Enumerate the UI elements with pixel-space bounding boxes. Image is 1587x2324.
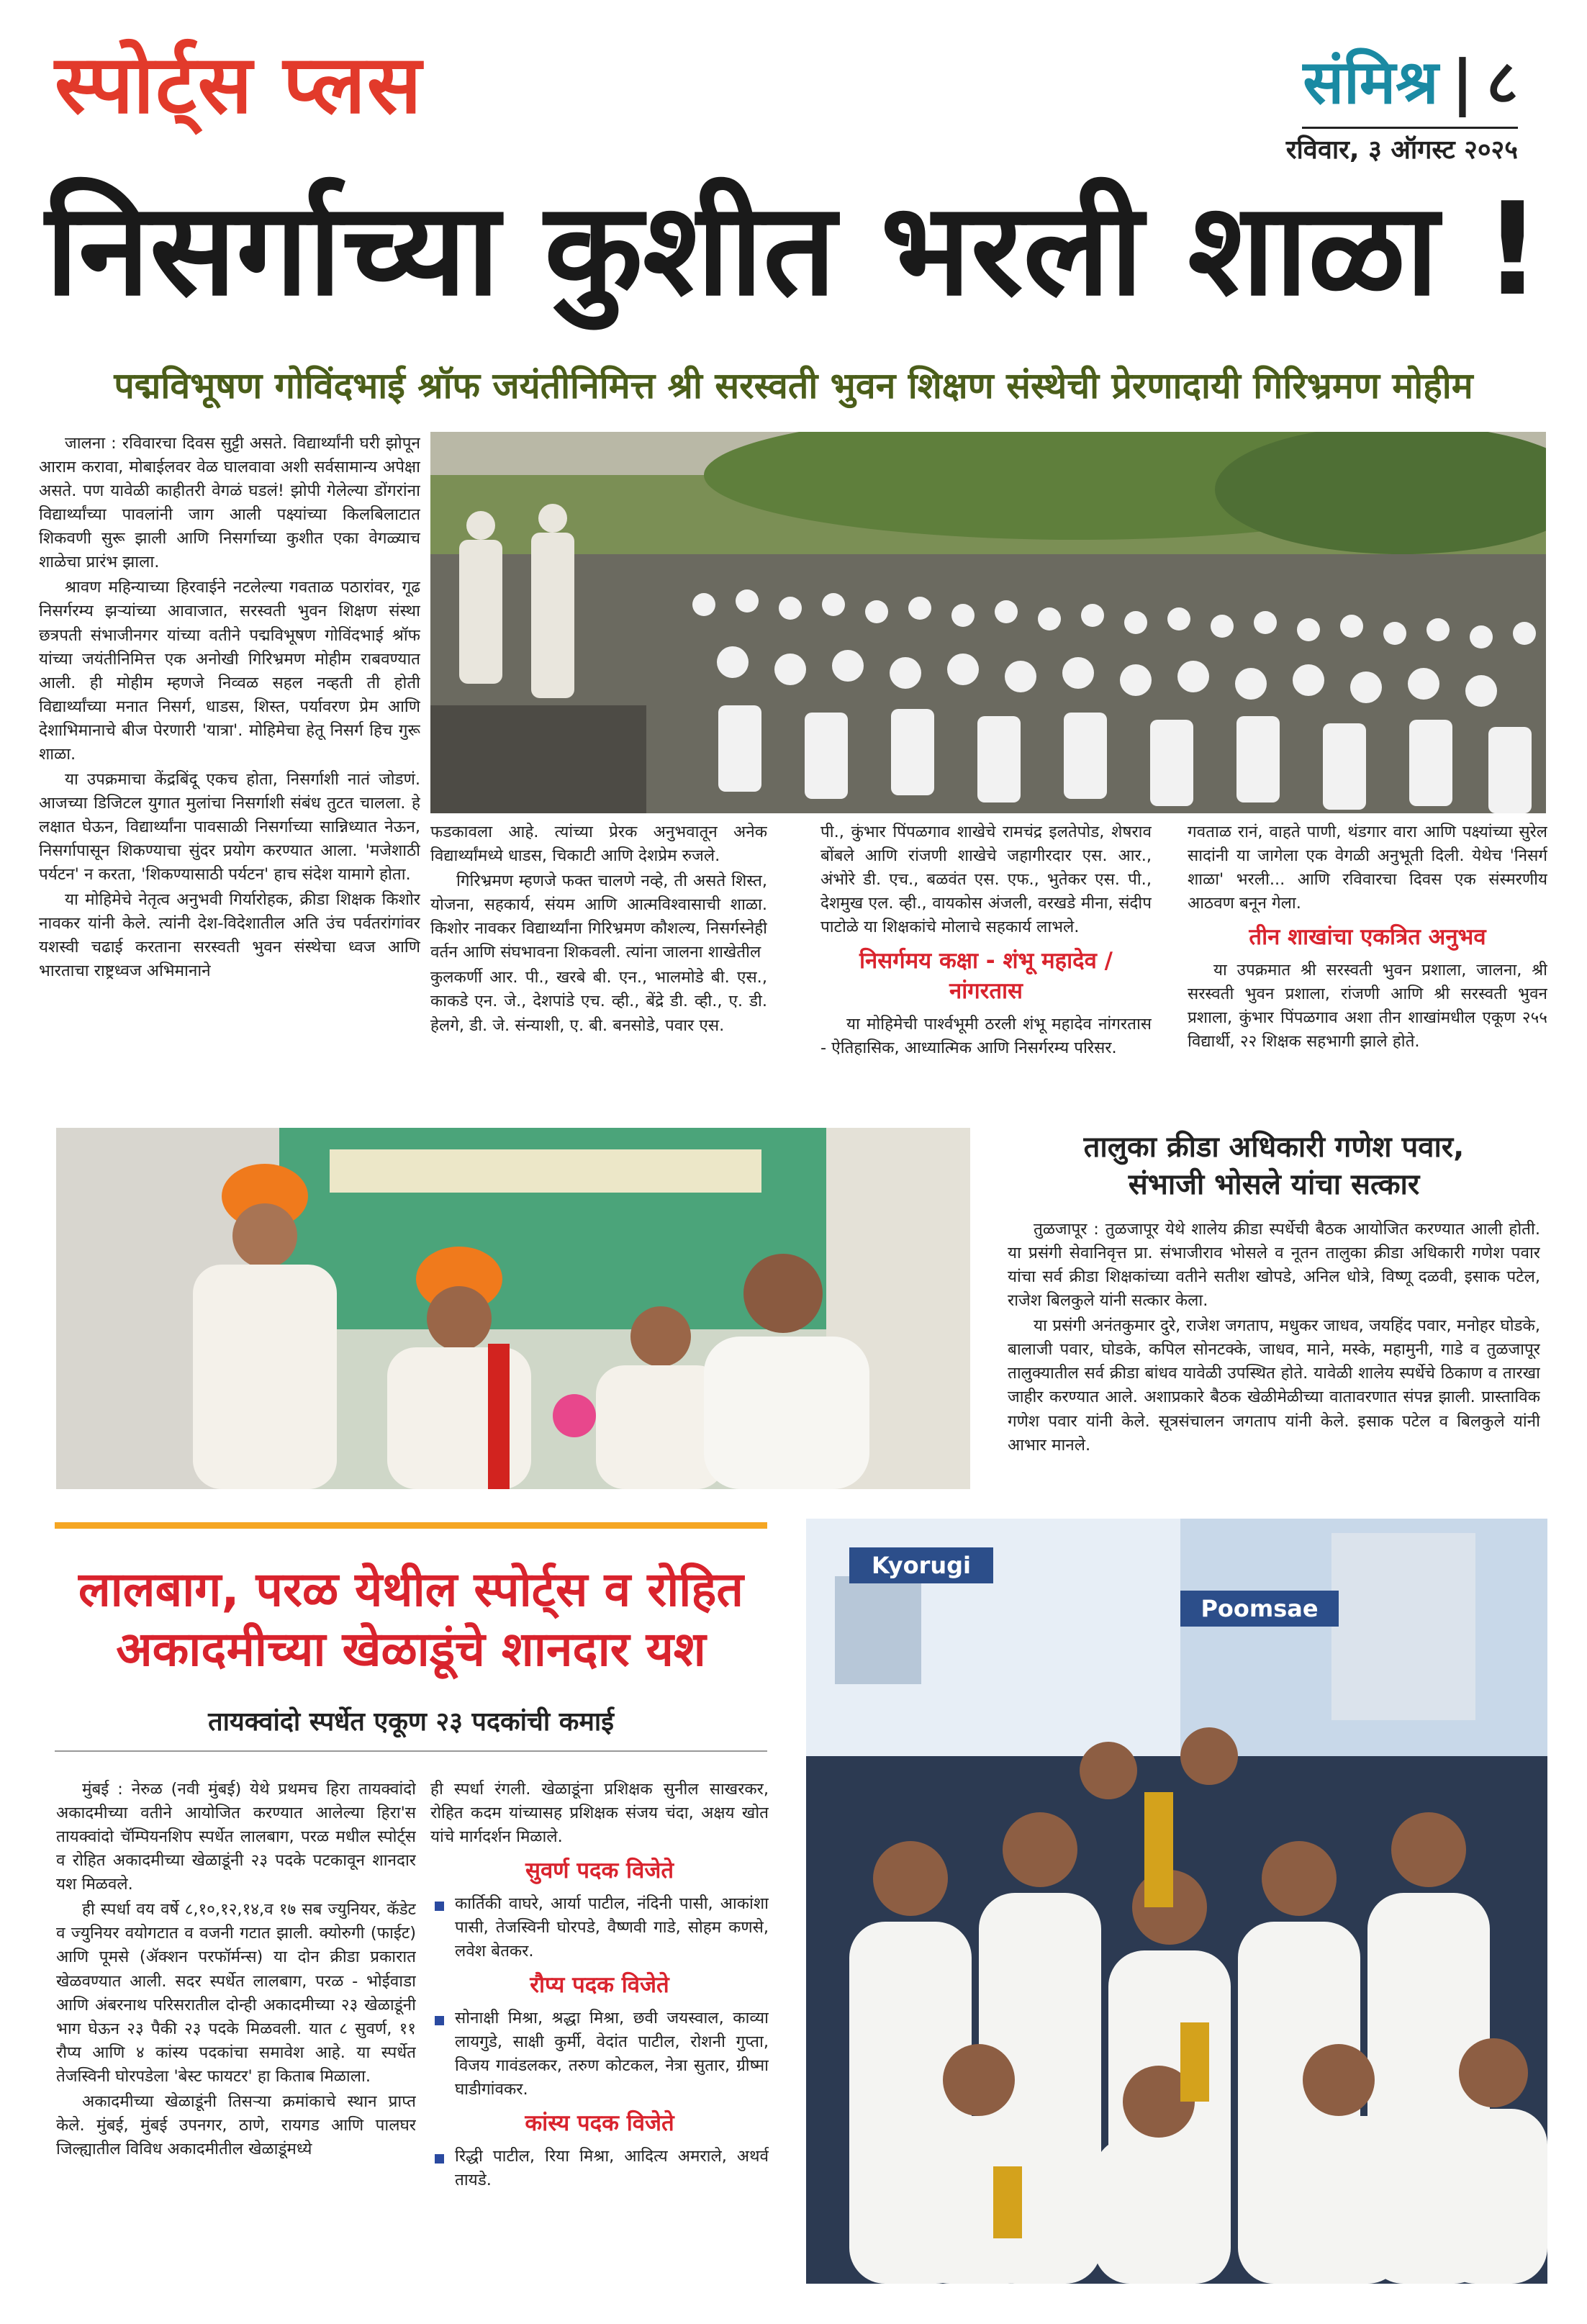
poomsae-banner-text: Poomsae [1201, 1595, 1319, 1622]
felicitation-title-line-2: संभाजी भोसले यांचा सत्कार [1128, 1168, 1420, 1201]
lead-paragraph: या उपक्रमाचा केंद्रबिंदू एकच होता, निसर्गाशी नातं जोडणं. आजच्या डिजिटल युगात मुलांचा निसर्गाशी संबंध तुटत चालला. हे लक्षात घेऊन, विद्यार्थ्यांना पावसाळी निसर्गाच्या सान्निध्यात नेऊन, निसर्गापासून शिकण्याचा सुंदर प्रयोग करण्यात आला. 'मजेशाठी पर्यटन' न करता, 'शिकण्यासाठी पर्यटन' हाच संदेश यामागे होता. [39, 769, 420, 885]
taekwondo-team-photo [806, 1519, 1547, 2284]
bronze-winners: रिद्धी पाटील, रिया मिश्रा, आदित्य अमराले, अथर्व तायडे. [430, 2145, 769, 2192]
taekwondo-title [55, 1560, 767, 1679]
silver-winners: सोनाक्षी मिश्रा, श्रद्धा मिश्रा, छवी जयस्वाल, काव्या लायगुडे, साक्षी कुर्मी, वेदांत पाटील, रोशनी गुप्ता, विजय गावंडलकर, तरुण कोटकल, नेत्रा सुतार, ग्रीष्मा घाडीगांवकर. [430, 2007, 769, 2102]
lead-photo-students-hiking [430, 432, 1546, 813]
lead-column-2 [430, 820, 767, 1083]
lead-paragraph: पी., कुंभार पिंपळगाव शाखेचे रामचंद्र इलतेपोड, शेषराव बोंबले आणि रांजणी शाखेचे जहागीरदार एस. आर., अंभोरे डी. एच., बळवंत एस. एफ., भुतेकर एस. पी., देशमुख एल. व्ही., वायकोस अंजली, वरखडे मीना, संदीप पाटोळे या शिक्षकांचे मोलाचे सहकार्य लाभले. [820, 823, 1152, 937]
section-divider: | [1451, 47, 1474, 117]
taekwondo-subtitle-rule [55, 1750, 767, 1752]
lead-column-3 [820, 820, 1152, 1083]
lead-paragraph: फडकावला आहे. त्यांच्या प्रेरक अनुभवातून अनेक विद्यार्थ्यांमध्ये धाडस, चिकाटी आणि देशप्रेम रुजले. [430, 823, 767, 866]
silver-list [430, 2007, 769, 2102]
taekwondo-paragraph: ही स्पर्धा रंगली. खेळाडूंना प्रशिक्षक सुनील साखरकर, रोहित कदम यांच्यासह प्रशिक्षक संजय चंदा, अक्षय खोत यांचे मार्गदर्शन मिळाले. [430, 1780, 769, 1847]
gold-list [430, 1892, 769, 1963]
dateline: रविवार, ३ ऑगस्ट २०२५ [1285, 135, 1518, 165]
section-label [1303, 47, 1518, 117]
section-name: संमिश्र [1303, 47, 1439, 117]
masthead-title: स्पोर्ट्स प्लस [55, 38, 423, 132]
felicitation-paragraph: या प्रसंगी अनंतकुमार दुरे, राजेश जगताप, मधुकर जाधव, जयहिंद पवार, मनोहर घोडके, बालाजी पवार, घोडके, कपिल सोनटक्के, जाधव, माने, मस्के, महामुनी, गाडे व तुळजापूर तालुक्यातील सर्व क्रीडा बांधव यावेळी उपस्थित होते. यावेळी शालेय स्पर्धेचे ठिकाण व तारखा जाहीर करण्यात आले. अशाप्रकारे बैठक खेळीमेळीच्या वातावरणात संपन्न झाली. प्रास्ताविक गणेश पवार यांनी केले. सूत्रसंचालन जगताप यांनी केले. इसाक पटेल व बिलकुले यांनी आभार मानले. [1008, 1316, 1540, 1455]
silver-heading: रौप्य पदक विजेते [530, 1972, 669, 1999]
lead-paragraph: या मोहिमेची पार्श्वभूमी ठरली शंभू महादेव नांगरतास - ऐतिहासिक, आध्यात्मिक आणि निसर्गरम्य परिसर. [820, 1015, 1152, 1058]
lead-paragraph: कुलकर्णी आर. पी., खरबे बी. एन., भालमोडे बी. एस., काकडे एन. जे., देशपांडे एच. व्ही., बेंद्रे डी. व्ही., ए. डी. हेलगे, डी. जे. संन्याशी, ए. बी. बनसोडे, पवार एस. [430, 968, 767, 1035]
lead-paragraph: जालना : रविवारचा दिवस सुट्टी असते. विद्यार्थ्यांनी घरी झोपून आराम करावा, मोबाईलवर वेळ घालवावा अशी सर्वसामान्य अपेक्षा असते. पण यावेळी काहीतरी वेगळं घडलं! झोपी गेलेल्या डोंगरांना विद्यार्थ्यांच्या पावलांनी जाग आली पक्ष्यांच्या किलबिलाटात शिकवणी सुरू झाली आणि निसर्गाच्या कुशीत एका वेगळ्याच शाळेचा प्रारंभ झाला. [39, 434, 420, 572]
lead-paragraph: या उपक्रमात श्री सरस्वती भुवन प्रशाला, जालना, श्री सरस्वती भुवन प्रशाला, रांजणी आणि श्री सरस्वती भुवन प्रशाला, कुंभार पिंपळगाव अशा तीन शाखांमधील एकूण २५५ विद्यार्थी, २२ शिक्षक सहभागी झाले होते. [1188, 961, 1547, 1052]
lead-subheading-three-branches: तीन शाखांचा एकत्रित अनुभव [1249, 924, 1486, 951]
taekwondo-column-1 [56, 1778, 416, 2282]
page-number: ८ [1486, 47, 1518, 117]
taekwondo-title-line-2: अकादमीच्या खेळाडूंचे शानदार यश [116, 1621, 706, 1677]
lead-paragraph: श्रावण महिन्याच्या हिरवाईने नटलेल्या गवताळ पठारांवर, गूढ निसर्गरम्य झऱ्यांच्या आवाजात, सरस्वती भुवन शिक्षण संस्था छत्रपती संभाजीनगर यांच्या वतीने पद्मविभूषण गोविंदभाई श्रॉफ यांच्या जयंतीनिमित्त एक अनोखी गिरिभ्रमण मोहीम राबवण्यात आली. ही मोहीम म्हणजे निव्वळ सहल नव्हती ती होती विद्यार्थ्यांच्या मनात निसर्ग, धाडस, शिस्त, पर्यावरण प्रेम आणि देशाभिमानाचे बीज पेरणारी 'यात्रा'. मोहिमेचा हेतू निसर्ग हिच गुरू शाळा. [39, 578, 420, 764]
lead-headline: निसर्गाच्या कुशीत भरली शाळा ! [45, 175, 1542, 324]
taekwondo-title-line-1: लालबाग, परळ येथील स्पोर्ट्स व रोहित [78, 1562, 744, 1617]
taekwondo-subtitle: तायक्वांदो स्पर्धेत एकूण २३ पदकांची कमाई [208, 1707, 614, 1737]
gold-winners: कार्तिकी वाघरे, आर्या पाटील, नंदिनी पासी, आकांशा पासी, तेजस्विनी घोरपडे, वैष्णवी गाडे, सोहम कणसे, लवेश बेतकर. [430, 1892, 769, 1963]
felicitation-title-line-1: तालुका क्रीडा अधिकारी गणेश पवार, [1083, 1131, 1465, 1164]
felicitation-title [1008, 1129, 1540, 1203]
lead-subheadline: पद्मविभूषण गोविंदभाई श्रॉफ जयंतीनिमित्त श्री सरस्वती भुवन शिक्षण संस्थेची प्रेरणादायी गिरिभ्रमण मोहीम [114, 365, 1473, 407]
lead-paragraph: या मोहिमेचे नेतृत्व अनुभवी गिर्यारोहक, क्रीडा शिक्षक किशोर नावकर यांनी केले. त्यांनी देश-विदेशातील अति उंच पर्वतरांगांवर यशस्वी चढाई करताना सरस्वती भुवन संस्थेचा ध्वज आणि भारताचा राष्ट्रध्वज अभिमानाने [39, 890, 420, 981]
lead-paragraph: गवताळ रानं, वाहते पाणी, थंडगार वारा आणि पक्ष्यांच्या सुरेल सादांनी या जागेला एक वेगळी अनुभूती दिली. येथेच 'निसर्ग शाळा' भरली... आणि रविवारचा दिवस एक संस्मरणीय आठवण बनून गेला. [1188, 823, 1547, 913]
lead-paragraph: गिरिभ्रमण म्हणजे फक्त चालणे नव्हे, ती असते शिस्त, योजना, सहकार्य, संयम आणि आत्मविश्वासाची शाळा. किशोर नावकर विद्यार्थ्यांना गिरिभ्रमण कौशल्य, निसर्गस्नेही वर्तन आणि संघभावना शिकवली. त्यांना जालना शाखेतील [430, 872, 767, 962]
kyorugi-banner-text: Kyorugi [871, 1552, 972, 1579]
bronze-list [430, 2145, 769, 2192]
lead-column-1 [39, 432, 420, 1083]
taekwondo-paragraph: ही स्पर्धा वय वर्षे ८,१०,१२,१४,व १७ सब ज्युनियर, कॅडेट व ज्युनियर वयोगटात व वजनी गटात झाली. क्योरुगी (फाईट) आणि पूमसे (ॲक्शन परफॉर्मन्स) या दोन क्रीडा प्रकारात खेळवण्यात आली. सदर स्पर्धेत लालबाग, परळ - भोईवाडा आणि अंबरनाथ परिसरातील दोन्ही अकादमीच्या २३ खेळाडूंनी भाग घेऊन २३ पैकी २३ पदके मिळवली. यात ८ सुवर्ण, ११ रौप्य आणि ४ कांस्य पदकांचा समावेश आहे. या स्पर्धेत तेजस्विनी घोरपडेला 'बेस्ट फायटर' हा किताब मिळाला. [56, 1900, 416, 2086]
taekwondo-column-2 [430, 1778, 769, 2282]
felicitation-photo [56, 1128, 970, 1489]
felicitation-body [1008, 1218, 1540, 1506]
felicitation-paragraph: तुळजापूर : तुळजापूर येथे शालेय क्रीडा स्पर्धेची बैठक आयोजित करण्यात आली होती. या प्रसंगी सेवानिवृत्त प्रा. संभाजीराव भोसले व नूतन तालुका क्रीडा अधिकारी गणेश पवार यांचा सर्व क्रीडा शिक्षकांच्या वतीने सतीश खोपडे, अनिल धोत्रे, विष्णू दळवी, इसाक पटेल, राजेश बिलकुले यांनी सत्कार केला. [1008, 1220, 1540, 1311]
gold-heading: सुवर्ण पदक विजेते [525, 1858, 674, 1884]
lead-subheading-nangartas: निसर्गमय कक्षा - शंभू महादेव / नांगरतास [859, 948, 1113, 1005]
lead-column-4 [1188, 820, 1547, 1083]
bronze-heading: कांस्य पदक विजेते [525, 2110, 674, 2137]
taekwondo-paragraph: अकादमीच्या खेळाडूंनी तिसऱ्या क्रमांकाचे स्थान प्राप्त केले. मुंबई, मुंबई उपनगर, ठाणे, रायगड आणि पालघर जिल्ह्यातील विविध अकादमीतील खेळाडूंमध्ये [56, 2092, 416, 2158]
taekwondo-paragraph: मुंबई : नेरुळ (नवी मुंबई) येथे प्रथमच हिरा तायक्वांदो अकादमीच्या वतीने आयोजित करण्यात आलेल्या हिरा'स तायक्वांदो चॅम्पियनशिप स्पर्धेत लालबाग, परळ मधील स्पोर्ट्स व रोहित अकादमीच्या खेळाडूंनी २३ पदके पटकावून शानदार यश मिळवले. [56, 1780, 416, 1894]
masthead-rule [1302, 127, 1518, 129]
taekwondo-top-rule [55, 1522, 767, 1529]
